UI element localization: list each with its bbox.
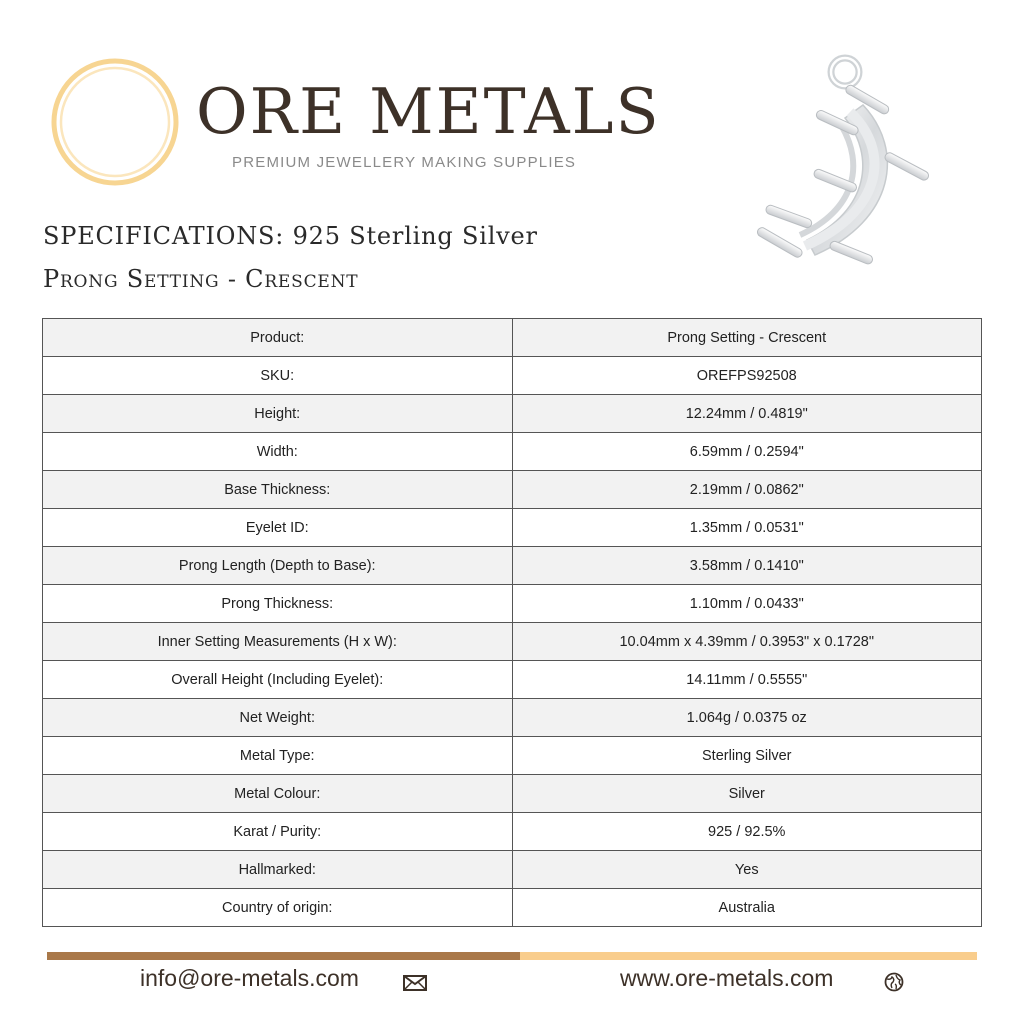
- table-row: [43, 737, 982, 775]
- spec-label: Overall Height (Including Eyelet):: [43, 661, 513, 699]
- table-row: [43, 699, 982, 737]
- spec-label: Karat / Purity:: [43, 813, 513, 851]
- spec-label: Hallmarked:: [43, 851, 513, 889]
- spec-label: Net Weight:: [43, 699, 513, 737]
- footer-bar-right: [520, 952, 977, 960]
- table-row: [43, 547, 982, 585]
- spec-value: Silver: [512, 775, 982, 813]
- spec-label: Base Thickness:: [43, 471, 513, 509]
- spec-label: Inner Setting Measurements (H x W):: [43, 623, 513, 661]
- mail-icon: [403, 975, 427, 991]
- spec-label: Height:: [43, 395, 513, 433]
- table-row: [43, 395, 982, 433]
- spec-value: 6.59mm / 0.2594": [512, 433, 982, 471]
- spec-value: Australia: [512, 889, 982, 927]
- spec-label: Country of origin:: [43, 889, 513, 927]
- table-row: [43, 319, 982, 357]
- spec-value: 14.11mm / 0.5555": [512, 661, 982, 699]
- spec-value: 2.19mm / 0.0862": [512, 471, 982, 509]
- email-link[interactable]: info@ore-metals.com: [140, 965, 359, 991]
- brand-tagline: PREMIUM JEWELLERY MAKING SUPPLIES: [232, 154, 577, 171]
- website-link[interactable]: www.ore-metals.com: [620, 965, 834, 991]
- spec-value: Yes: [512, 851, 982, 889]
- table-row: [43, 851, 982, 889]
- spec-label: SKU:: [43, 357, 513, 395]
- table-row: [43, 775, 982, 813]
- spec-label: Prong Thickness:: [43, 585, 513, 623]
- table-row: [43, 509, 982, 547]
- table-row: [43, 889, 982, 927]
- spec-label: Eyelet ID:: [43, 509, 513, 547]
- spec-label: Prong Length (Depth to Base):: [43, 547, 513, 585]
- table-row: [43, 471, 982, 509]
- spec-subheading: Prong Setting - Crescent: [43, 265, 359, 293]
- spec-value: 1.10mm / 0.0433": [512, 585, 982, 623]
- logo-ring: [50, 57, 180, 187]
- table-row: [43, 357, 982, 395]
- spec-value: 3.58mm / 0.1410": [512, 547, 982, 585]
- spec-value: Prong Setting - Crescent: [512, 319, 982, 357]
- table-row: [43, 813, 982, 851]
- globe-icon: [884, 972, 904, 992]
- spec-label: Product:: [43, 319, 513, 357]
- spec-value: 925 / 92.5%: [512, 813, 982, 851]
- footer-bar-left: [47, 952, 520, 960]
- spec-label: Metal Colour:: [43, 775, 513, 813]
- table-row: [43, 623, 982, 661]
- spec-value: 12.24mm / 0.4819": [512, 395, 982, 433]
- spec-value: 10.04mm x 4.39mm / 0.3953" x 0.1728": [512, 623, 982, 661]
- spec-value: Sterling Silver: [512, 737, 982, 775]
- spec-value: 1.35mm / 0.0531": [512, 509, 982, 547]
- spec-label: Metal Type:: [43, 737, 513, 775]
- spec-heading: SPECIFICATIONS: 925 Sterling Silver: [43, 222, 538, 250]
- brand-name: ORE METALS: [196, 75, 661, 148]
- table-row: [43, 585, 982, 623]
- product-image: [745, 50, 940, 285]
- spec-value: 1.064g / 0.0375 oz: [512, 699, 982, 737]
- spec-value: OREFPS92508: [512, 357, 982, 395]
- spec-table: [42, 318, 982, 927]
- table-row: [43, 661, 982, 699]
- table-row: [43, 433, 982, 471]
- spec-label: Width:: [43, 433, 513, 471]
